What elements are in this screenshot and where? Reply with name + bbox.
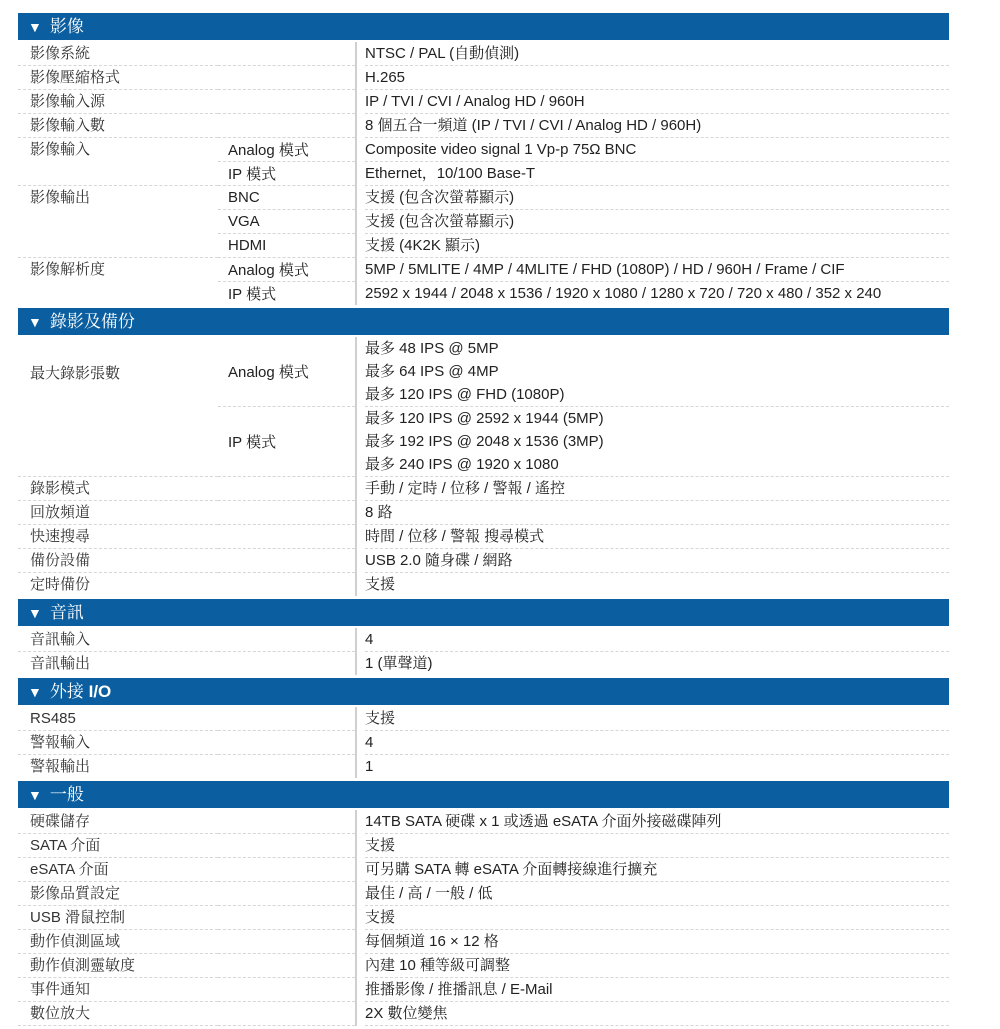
- spec-value: 1: [365, 758, 374, 775]
- spec-sublabel: [218, 906, 355, 930]
- spec-label: 影像壓縮格式: [18, 66, 218, 90]
- section-title: 影像: [49, 17, 84, 36]
- spec-sublabel: IP 模式: [218, 162, 355, 186]
- spec-row: [18, 282, 949, 305]
- spec-value-cell: [355, 114, 949, 138]
- spec-value: 最多 240 IPS @ 1920 x 1080: [365, 453, 949, 477]
- spec-label: 影像輸入源: [18, 90, 218, 114]
- spec-value-cell: [355, 186, 949, 210]
- spec-value-cell: [355, 42, 949, 66]
- spec-label: 回放頻道: [18, 501, 218, 525]
- section-header: [18, 599, 949, 626]
- spec-value: 8 個五合一頻道 (IP / TVI / CVI / Analog HD / 960H): [365, 114, 949, 138]
- spec-sublabel: [218, 573, 355, 596]
- spec-value-cell: [355, 162, 949, 186]
- spec-label: [18, 210, 218, 234]
- spec-value-cell: [355, 337, 949, 407]
- spec-row: [18, 42, 949, 66]
- spec-sublabel: [218, 628, 355, 652]
- spec-sublabel: Analog 模式: [218, 138, 355, 162]
- spec-label: [18, 282, 218, 305]
- spec-label: 最大錄影張數: [30, 364, 121, 382]
- spec-row: [18, 930, 949, 954]
- spec-sublabel: IP 模式: [228, 286, 277, 303]
- section-title-bold: I/O: [88, 682, 112, 701]
- spec-value-cell: [355, 258, 949, 282]
- spec-value: 推播影像 / 推播訊息 / E-Mail: [365, 978, 949, 1002]
- spec-value: IP / TVI / CVI / Analog HD / 960H: [365, 90, 949, 114]
- spec-value: 8 路: [365, 501, 949, 525]
- spec-label: [18, 234, 218, 258]
- spec-value-cell: [355, 234, 949, 258]
- spec-sublabel: [218, 810, 355, 834]
- spec-row: [18, 138, 949, 162]
- spec-sublabel: [218, 549, 355, 573]
- spec-label: 數位放大: [18, 1002, 218, 1026]
- spec-sublabel: Analog 模式: [218, 337, 355, 407]
- spec-label: USB 滑鼠控制: [18, 906, 218, 930]
- spec-value: NTSC / PAL (自動偵測): [365, 42, 949, 66]
- spec-row: [18, 407, 949, 477]
- spec-value: 支援: [365, 906, 949, 930]
- spec-value-cell: [355, 810, 949, 834]
- spec-row: [18, 1002, 949, 1026]
- spec-label: 音訊輸入: [18, 628, 218, 652]
- spec-label: [18, 162, 218, 186]
- spec-section: [18, 13, 949, 305]
- spec-sublabel: HDMI: [218, 234, 355, 258]
- spec-row: [18, 337, 949, 407]
- spec-row: [18, 66, 949, 90]
- spec-row: [18, 652, 949, 675]
- spec-value: 支援: [365, 707, 949, 731]
- spec-value-cell: [355, 138, 949, 162]
- spec-label: 影像品質設定: [18, 882, 218, 906]
- spec-value-cell: [355, 978, 949, 1002]
- spec-sublabel: [218, 731, 355, 755]
- spec-section: [18, 781, 949, 1026]
- spec-label: 影像輸入數: [18, 114, 218, 138]
- spec-value-cell: [355, 834, 949, 858]
- spec-row: [18, 477, 949, 501]
- spec-value: 每個頻道 16 × 12 格: [365, 930, 949, 954]
- spec-label: 錄影模式: [18, 477, 218, 501]
- spec-value-cell: [355, 407, 949, 477]
- spec-value-cell: [355, 282, 949, 305]
- spec-row: [18, 978, 949, 1002]
- spec-label: SATA 介面: [18, 834, 218, 858]
- spec-label: 警報輸入: [18, 731, 218, 755]
- spec-row: [18, 114, 949, 138]
- spec-value-cell: [355, 477, 949, 501]
- spec-value: USB 2.0 隨身碟 / 網路: [365, 549, 949, 573]
- spec-value: Ethernet，10/100 Base-T: [365, 162, 949, 186]
- spec-label: [18, 407, 218, 477]
- spec-sublabel: [218, 834, 355, 858]
- spec-row: [18, 954, 949, 978]
- triangle-down-icon: ▼: [28, 314, 42, 330]
- spec-value-cell: [355, 652, 949, 675]
- spec-row: [18, 525, 949, 549]
- spec-label: 音訊輸出: [30, 655, 91, 672]
- spec-value-cell: [355, 858, 949, 882]
- spec-value: 最多 120 IPS @ FHD (1080P): [365, 383, 949, 407]
- spec-row: [18, 834, 949, 858]
- spec-value: 支援 (4K2K 顯示): [365, 234, 949, 258]
- spec-value: 14TB SATA 硬碟 x 1 或透過 eSATA 介面外接磁碟陣列: [365, 810, 949, 834]
- spec-sublabel: [218, 858, 355, 882]
- spec-row: [18, 258, 949, 282]
- spec-value-cell: [355, 66, 949, 90]
- spec-row: [18, 628, 949, 652]
- spec-row: [18, 90, 949, 114]
- spec-value: 時間 / 位移 / 警報 搜尋模式: [365, 525, 949, 549]
- spec-label: 事件通知: [18, 978, 218, 1002]
- spec-value-cell: [355, 628, 949, 652]
- spec-value: 最佳 / 高 / 一般 / 低: [365, 882, 949, 906]
- spec-sublabel: BNC: [218, 186, 355, 210]
- spec-value-cell: [355, 707, 949, 731]
- section-header: [18, 781, 949, 808]
- spec-sublabel: [218, 978, 355, 1002]
- spec-sublabel: IP 模式: [218, 407, 355, 477]
- spec-label: 動作偵測靈敏度: [18, 954, 218, 978]
- spec-sublabel: [218, 954, 355, 978]
- spec-row: [18, 234, 949, 258]
- spec-value-cell: [355, 882, 949, 906]
- spec-sublabel: [218, 66, 355, 90]
- spec-value-cell: [355, 755, 949, 778]
- spec-label: 警報輸出: [30, 758, 91, 775]
- spec-row: [18, 186, 949, 210]
- spec-sublabel: [218, 882, 355, 906]
- spec-label: eSATA 介面: [18, 858, 218, 882]
- spec-value: 手動 / 定時 / 位移 / 警報 / 遙控: [365, 477, 949, 501]
- spec-section: [18, 599, 949, 675]
- spec-sublabel: [218, 114, 355, 138]
- spec-value: 支援: [365, 576, 396, 593]
- spec-value: 最多 192 IPS @ 2048 x 1536 (3MP): [365, 433, 604, 450]
- triangle-down-icon: ▼: [28, 787, 42, 803]
- triangle-down-icon: ▼: [28, 605, 42, 621]
- triangle-down-icon: ▼: [28, 684, 42, 700]
- spec-label: 硬碟儲存: [18, 810, 218, 834]
- spec-sheet: [18, 13, 949, 1029]
- spec-value-cell: [355, 906, 949, 930]
- spec-sublabel: [218, 90, 355, 114]
- spec-sublabel: [218, 477, 355, 501]
- section-header: [18, 13, 949, 40]
- triangle-down-icon: ▼: [28, 19, 42, 35]
- spec-sublabel: [218, 755, 355, 778]
- spec-label: 動作偵測區域: [18, 930, 218, 954]
- spec-value: 支援: [365, 834, 949, 858]
- spec-row: [18, 810, 949, 834]
- spec-section: [18, 678, 949, 778]
- spec-sublabel: [218, 652, 355, 675]
- spec-value: 支援 (包含次螢幕顯示): [365, 210, 949, 234]
- spec-label: 備份設備: [18, 549, 218, 573]
- spec-label: 快速搜尋: [18, 525, 218, 549]
- spec-sublabel: [218, 930, 355, 954]
- spec-value: H.265: [365, 66, 949, 90]
- spec-value-cell: [355, 549, 949, 573]
- spec-label: 影像輸出: [30, 189, 91, 206]
- spec-value: 最多 120 IPS @ 2592 x 1944 (5MP): [365, 410, 604, 427]
- spec-sublabel: [218, 1002, 355, 1026]
- spec-label: 影像輸入: [30, 141, 91, 158]
- spec-row: [18, 210, 949, 234]
- spec-value: 4: [365, 628, 949, 652]
- spec-value: 可另購 SATA 轉 eSATA 介面轉接線進行擴充: [365, 858, 949, 882]
- spec-sublabel: [218, 707, 355, 731]
- section-header: [18, 308, 949, 335]
- spec-section: [18, 308, 949, 596]
- spec-value: Composite video signal 1 Vp-p 75Ω BNC: [365, 138, 949, 162]
- spec-row: [18, 906, 949, 930]
- spec-label: RS485: [18, 707, 218, 731]
- spec-value: 1 (單聲道): [365, 655, 433, 672]
- spec-value-cell: [355, 501, 949, 525]
- spec-value: 2X 數位變焦: [365, 1002, 949, 1026]
- spec-row: [18, 731, 949, 755]
- section-title: 音訊: [49, 603, 84, 622]
- spec-row: [18, 549, 949, 573]
- spec-value: 最多 64 IPS @ 4MP: [365, 363, 499, 380]
- spec-value: 最多 48 IPS @ 5MP: [365, 340, 499, 357]
- spec-value-cell: [355, 1002, 949, 1026]
- spec-value-cell: [355, 954, 949, 978]
- spec-value-cell: [355, 525, 949, 549]
- spec-row: [18, 501, 949, 525]
- spec-value: 5MP / 5MLITE / 4MP / 4MLITE / FHD (1080P) / HD / 960H / Frame / CIF: [365, 258, 949, 282]
- spec-label: 定時備份: [30, 576, 91, 593]
- section-header: [18, 678, 949, 705]
- spec-sublabel: VGA: [218, 210, 355, 234]
- spec-sublabel: Analog 模式: [218, 258, 355, 282]
- spec-value: 2592 x 1944 / 2048 x 1536 / 1920 x 1080 / 1280 x 720 / 720 x 480 / 352 x 240: [365, 285, 882, 302]
- spec-value-cell: [355, 573, 949, 596]
- spec-sublabel: [218, 501, 355, 525]
- spec-label: 影像系統: [18, 42, 218, 66]
- spec-value-cell: [355, 90, 949, 114]
- section-title: 外接: [49, 682, 89, 701]
- spec-row: [18, 707, 949, 731]
- section-title: 一般: [49, 785, 84, 804]
- spec-value-cell: [355, 930, 949, 954]
- spec-value: 4: [365, 731, 949, 755]
- spec-value-cell: [355, 210, 949, 234]
- spec-row: [18, 755, 949, 778]
- spec-row: [18, 882, 949, 906]
- spec-row: [18, 573, 949, 596]
- spec-label: 影像解析度: [30, 261, 106, 278]
- spec-sublabel: [218, 42, 355, 66]
- spec-row: [18, 162, 949, 186]
- spec-value: 內建 10 種等級可調整: [365, 954, 949, 978]
- spec-sublabel: [218, 525, 355, 549]
- spec-value: 支援 (包含次螢幕顯示): [365, 186, 949, 210]
- spec-value-cell: [355, 731, 949, 755]
- spec-row: [18, 858, 949, 882]
- section-title: 錄影及備份: [49, 312, 135, 331]
